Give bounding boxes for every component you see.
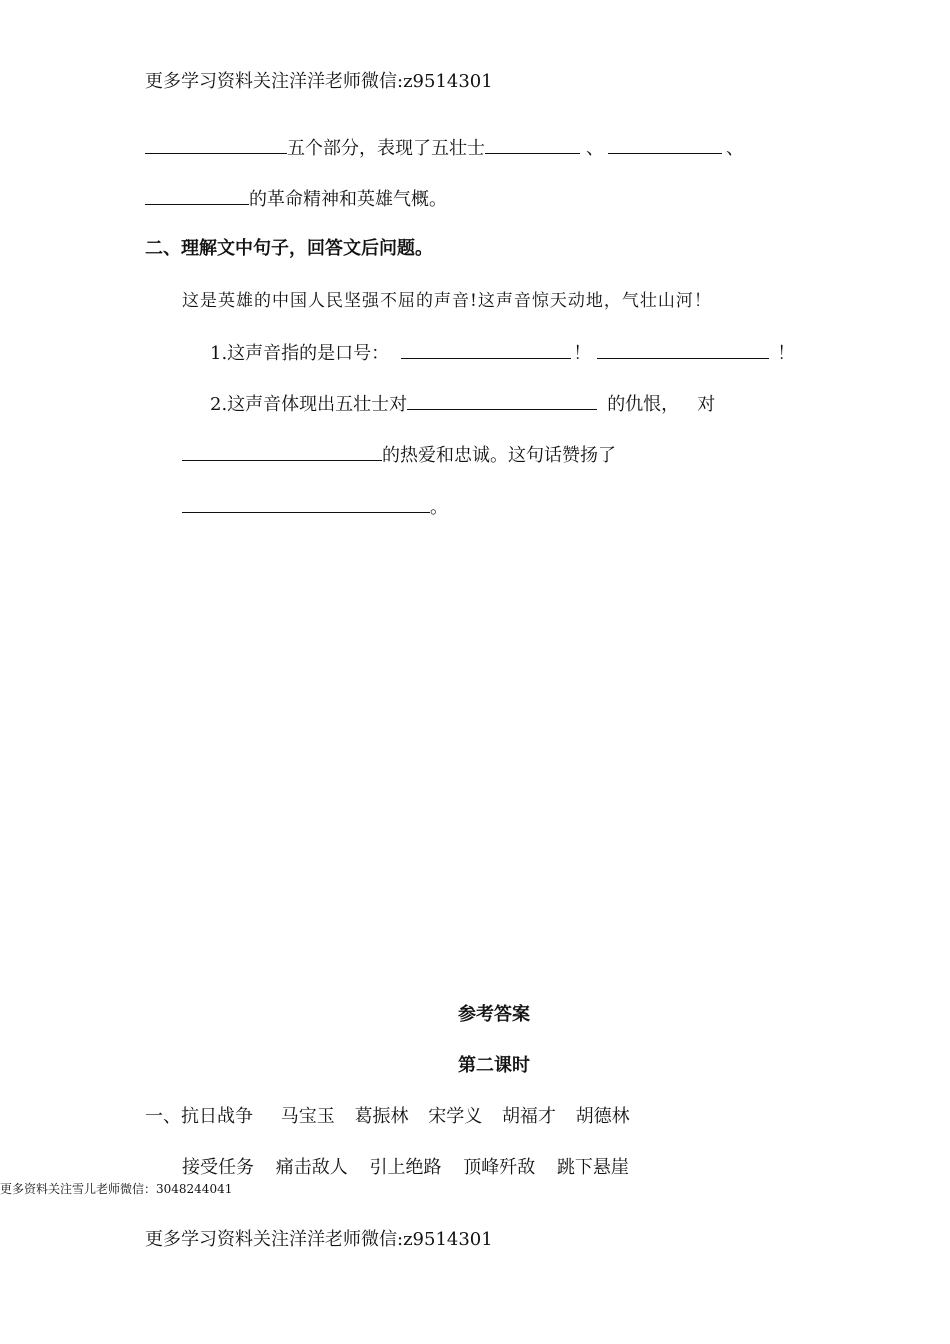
blank-field[interactable] — [182, 442, 382, 461]
blank-field[interactable] — [608, 135, 722, 154]
blank-field[interactable] — [485, 135, 580, 154]
separator: 、 — [586, 138, 604, 159]
line2-end-text: 的革命精神和英雄气概。 — [249, 189, 447, 210]
blank-field[interactable] — [407, 391, 597, 410]
q2-text: 2.这声音体现出五壮士对 — [210, 394, 408, 415]
answer-item: 痛击敌人 — [275, 1157, 348, 1178]
header-watermark: 更多学习资料关注洋洋老师微信:z9514301 — [145, 71, 493, 92]
blank-field[interactable] — [145, 135, 287, 154]
answer-item: 接受任务 — [182, 1157, 254, 1178]
exclamation: ！ — [777, 343, 796, 364]
q1-text: 1.这声音指的是口号： — [210, 343, 390, 364]
answer-item: 葛振林 — [354, 1106, 409, 1127]
separator: 、 — [726, 138, 744, 159]
section1-line2 — [145, 186, 447, 212]
question-1 — [210, 340, 795, 366]
answers-title: 参考答案 — [458, 1004, 530, 1025]
answer-item: 宋学义 — [428, 1106, 483, 1127]
q2-line3-end-text: 。 — [430, 497, 448, 518]
answer-item: 引上绝路 — [369, 1157, 442, 1178]
answers-row-2 — [182, 1156, 629, 1180]
footer-watermark: 更多学习资料关注洋洋老师微信:z9514301 — [145, 1229, 493, 1250]
question-2-line3 — [182, 494, 448, 520]
answer-item: 马宝玉 — [280, 1106, 335, 1127]
q2-line2-end-text: 的热爱和忠诚。这句话赞扬了 — [382, 445, 616, 466]
answer-item: 一、抗日战争 — [145, 1106, 253, 1127]
blank-field[interactable] — [597, 340, 769, 359]
answer-item: 顶峰歼敌 — [463, 1157, 536, 1178]
q2-to-text: 对 — [697, 394, 716, 415]
answer-item: 跳下悬崖 — [556, 1157, 629, 1178]
side-watermark: 更多资料关注雪儿老师微信：3048244041 — [0, 1182, 233, 1196]
blank-field[interactable] — [401, 340, 571, 359]
q2-mid-text: 的仇恨， — [607, 394, 680, 415]
section1-line1 — [145, 135, 744, 161]
question-2-line2 — [182, 442, 616, 468]
question-2-line1 — [210, 391, 715, 417]
answer-item: 胡福才 — [501, 1106, 556, 1127]
blank-field[interactable] — [182, 494, 430, 513]
quote-sentence: 这是英雄的中国人民坚强不屈的声音!这声音惊天动地，气壮山河！ — [182, 291, 712, 311]
answers-row-1 — [145, 1105, 630, 1129]
section2-heading: 二、理解文中句子，回答文后问题。 — [145, 238, 433, 259]
answer-item: 胡德林 — [575, 1106, 630, 1127]
blank-field[interactable] — [145, 186, 249, 205]
exclamation: ！ — [573, 343, 592, 364]
line1-mid-text: 五个部分，表现了五壮士 — [287, 138, 485, 159]
answers-subtitle: 第二课时 — [458, 1055, 530, 1076]
